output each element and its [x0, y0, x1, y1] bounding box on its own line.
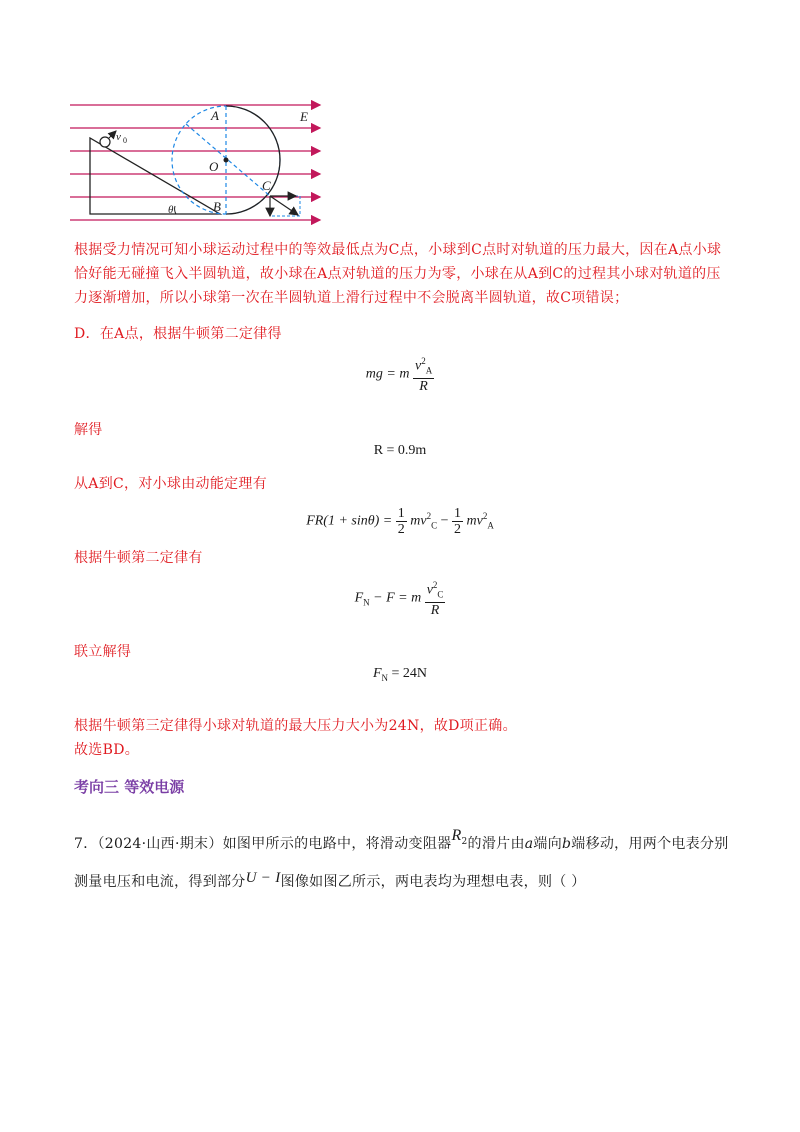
- ball: [100, 137, 110, 147]
- question-7-line-2: 测量电压和电流，得到部分U − I图像如图乙所示，两电表均为理想电表，则（ ）: [74, 870, 586, 890]
- solve-label-2: 联立解得: [74, 644, 132, 660]
- equation-radius: R = 0.9m: [373, 443, 427, 458]
- electric-field-lines: [70, 105, 320, 220]
- newton-second-intro: 根据牛顿第二定律有: [74, 550, 203, 566]
- svg-text:v: v: [116, 131, 121, 143]
- equation-newton-a: mg = m $\frac{v^2_A}{R}$: [365, 356, 433, 395]
- svg-text:C: C: [262, 178, 271, 193]
- question-7-line-1: 7．（2024·山西·期末）如图甲所示的电路中，将滑动变阻器$R_2$的滑片由a端向b端移动，用两个电表分别: [74, 827, 729, 852]
- physics-diagram: [68, 96, 328, 230]
- svg-text:0: 0: [123, 136, 127, 145]
- svg-text:A: A: [211, 108, 219, 123]
- svg-text:θ: θ: [168, 204, 174, 216]
- equation-newton-c: $F_N - F = m$ $\frac{v^2_C}{R}$: [354, 580, 444, 619]
- equation-normal-force: $F_N = 24N$: [372, 666, 428, 683]
- part-d-intro: D．在A点，根据牛顿第二定律得: [74, 326, 282, 342]
- svg-text:O: O: [209, 159, 219, 174]
- section-heading: 考向三 等效电源: [74, 778, 185, 796]
- analysis-paragraph: 根据受力情况可知小球运动过程中的等效最低点为C点，小球到C点时对轨道的压力最大，因在A点小球恰好能无碰撞飞入半圆轨道，故小球在A点对轨道的压力为零，小球在从A到C的过程其小球对轨道的压力逐渐增加，所以小球第一次在半圆轨道上滑行过程中不会脱离半圆轨道，故C项错误；: [74, 242, 722, 306]
- answer-line: 故选BD。: [74, 742, 140, 758]
- svg-text:E: E: [300, 109, 308, 124]
- conclusion-paragraph: 根据牛顿第三定律得小球对轨道的最大压力大小为24N，故D项正确。: [74, 718, 517, 734]
- equation-energy: FR(1 + sinθ) = $\frac{1}{2}$ $mv^2_C$ − $\frac{1}{2}$ $mv^2_A$: [306, 506, 494, 537]
- incline-triangle: [90, 138, 220, 214]
- solve-label-1: 解得: [74, 422, 103, 438]
- energy-theorem-intro: 从A到C，对小球由动能定理有: [74, 476, 268, 492]
- svg-text:B: B: [213, 199, 221, 214]
